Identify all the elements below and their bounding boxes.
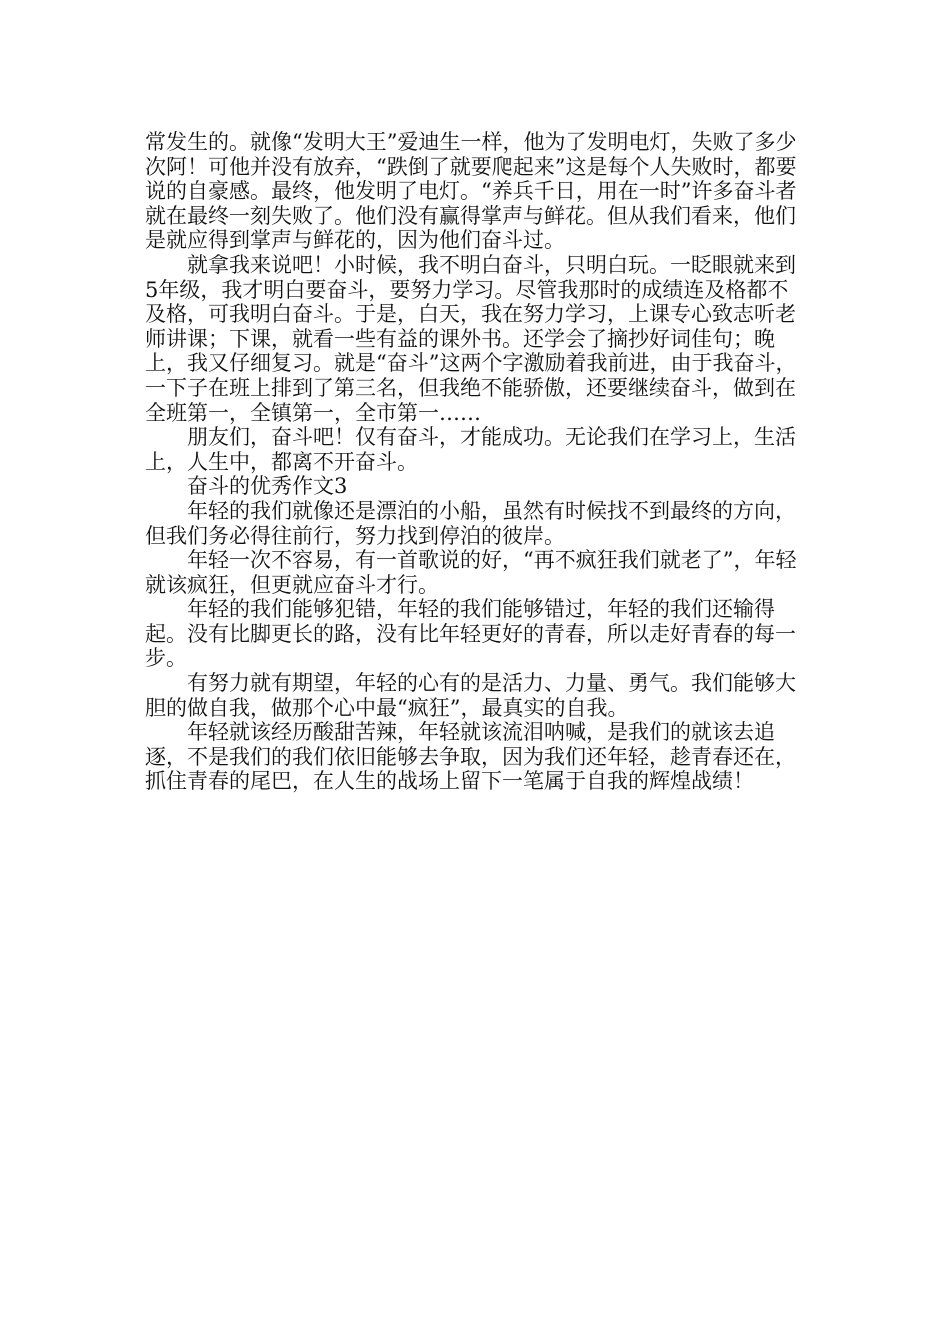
paragraph: 年轻一次不容易，有一首歌说的好，“再不疯狂我们就老了”，年轻就该疯狂，但更就应奋斗才行。 [145,548,797,597]
paragraph: 年轻的我们能够犯错，年轻的我们能够错过，年轻的我们还输得起。没有比脚更长的路，没有比年轻更好的青春，所以走好青春的每一步。 [145,597,796,671]
paragraph-continued: 常发生的。就像“发明大王”爱迪生一样，他为了发明电灯，失败了多少次阿！可他并没有放弃，“跌倒了就要爬起来”这是每个人失败时，都要说的自豪感。最终，他发明了电灯。“养兵千日，用在一时”许多奋斗者就在最终一刻失败了。他们没有赢得掌声与鲜花。但从我们看来，他们是就应得到掌声与鲜花的，因为他们奋斗过。 [145,130,797,253]
paragraph: 年轻就该经历酸甜苦辣，年轻就该流泪呐喊，是我们的就该去追逐，不是我们的我们依旧能够去争取，因为我们还年轻，趁青春还在，抓住青春的尾巴，在人生的战场上留下一笔属于自我的辉煌战绩！ [145,720,796,794]
paragraph: 年轻的我们就像还是漂泊的小船，虽然有时候找不到最终的方向，但我们务必得往前行，努力找到停泊的彼岸。 [145,498,796,548]
document-body [145,130,809,794]
section-heading: 奋斗的优秀作文3 [187,474,348,499]
paragraph: 就拿我来说吧！小时候，我不明白奋斗，只明白玩。一眨眼就来到5年级，我才明白要奋斗，要努力学习。尽管我那时的成绩连及格都不及格，可我明白奋斗。于是，白天，我在努力学习，上课专心致志听老师讲课；下课，就看一些有益的课外书。还学会了摘抄好词佳句；晚上，我又仔细复习。就是“奋斗”这两个字激励着我前进，由于我奋斗，一下子在班上排到了第三名，但我绝不能骄傲，还要继续奋斗，做到在全班第一，全镇第一，全市第一…… [145,252,797,425]
paragraph: 朋友们，奋斗吧！仅有奋斗，才能成功。无论我们在学习上，生活上，人生中，都离不开奋斗。 [145,425,796,474]
paragraph: 有努力就有期望，年轻的心有的是活力、力量、勇气。我们能够大胆的做自我，做那个心中最“疯狂”，最真实的自我。 [145,671,796,720]
